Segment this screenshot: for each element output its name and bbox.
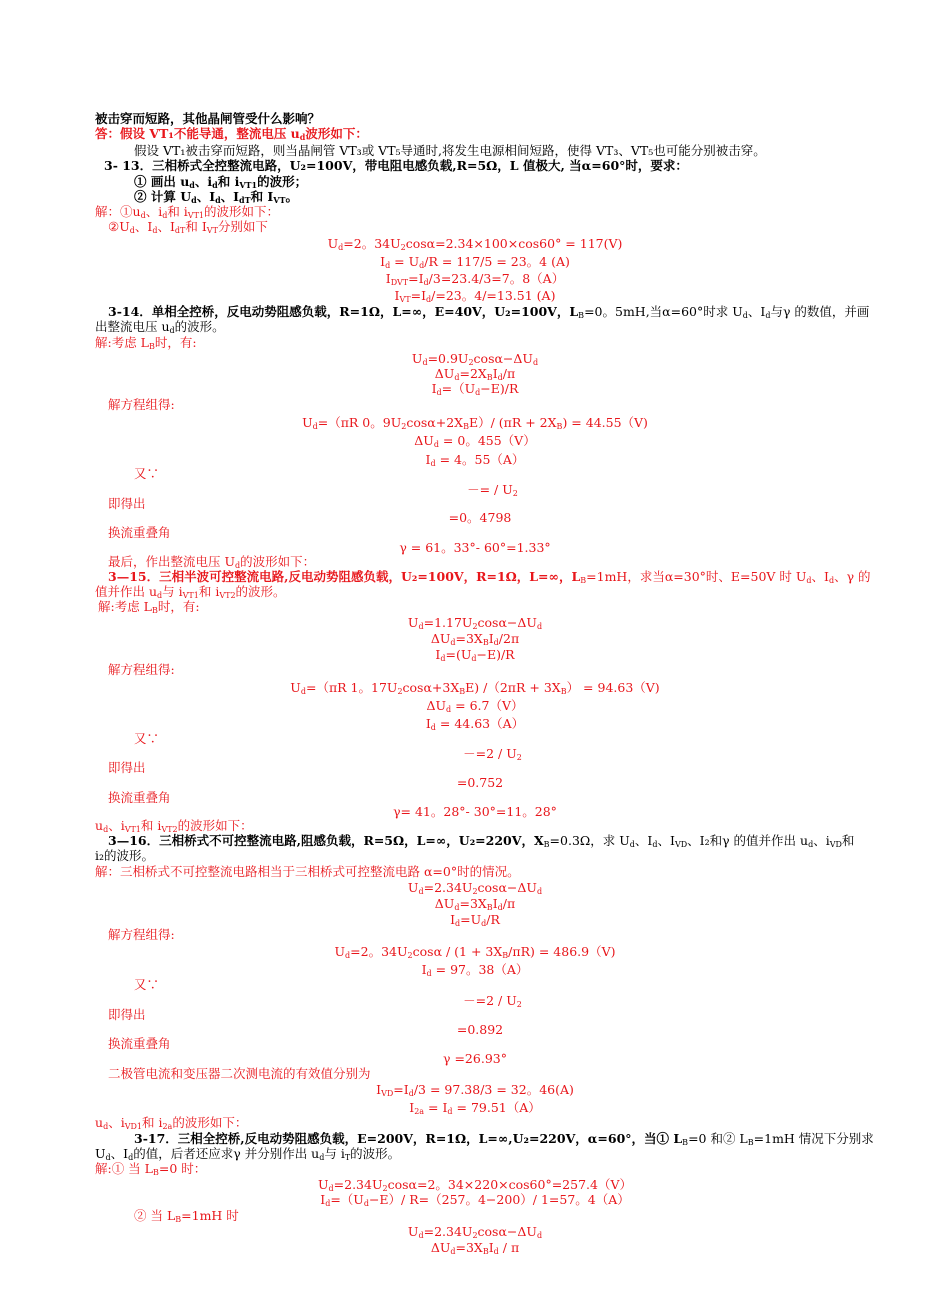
solution-line: 解:考虑 $L_B$时，有: bbox=[95, 335, 197, 351]
equation: $\Delta U_d=3X_BI_d/2\pi$ bbox=[430, 631, 520, 647]
solution-line: $u_d$、$i_{VD1}$和 $i_{2a}$的波形如下： bbox=[95, 1115, 248, 1131]
equation: $U_d=(\pi R$ 0。$9U_2\cos\alpha+2X_BE)/$ $(\pi R + 2X_B) = 44.55(V)$ bbox=[302, 415, 648, 431]
equation: $I_d = 44.63(A)$ bbox=[425, 716, 525, 732]
equation: $I_d=(U_d-E)/R$ bbox=[435, 647, 515, 663]
solution-line: 换流重叠角 bbox=[108, 1036, 171, 1051]
equation: γ = 61。33°- 60°=1.33° bbox=[399, 540, 551, 555]
problem-3-16: 3—16．三相桥式不可控整流电路,阻感负载，R=5Ω，L=∞，U₂=220V，$X_B=0.3\Omega$，求 $U_d$、$I_d$、$I_{VD}$、I₂和γ 的值并作出 $u_d$、$i_{VD}$和 bbox=[108, 833, 855, 849]
problem-3-16-cont: i₂的波形。 bbox=[95, 848, 155, 863]
equation: $I_{VD}=I_d/3 = 97.38/3 = 32$。46(A) bbox=[376, 1082, 574, 1098]
solution-line: 最后，作出整流电压 $U_d$的波形如下： bbox=[108, 554, 316, 570]
solution-line: 又∵ bbox=[134, 977, 160, 992]
equation: $I_{2a} = I_d = 79.51(A)$ bbox=[409, 1100, 541, 1116]
text-line: 假设 VT₁被击穿而短路，则当晶闸管 VT₃或 VT₅导通时,将发生电源相间短路，使得 VT₃、VT₅也可能分别被击穿。 bbox=[134, 143, 766, 158]
equation: $-=2 / U_2$ bbox=[463, 993, 522, 1009]
equation: $\Delta U_d=2X_BI_d/\pi$ bbox=[434, 366, 516, 382]
problem-item: ② 计算 $U_d$、$I_d$、$I_{dT}$和 $I_{VT}$。 bbox=[134, 189, 298, 205]
equation: γ= 41。28°- 30°=11。28° bbox=[393, 804, 557, 819]
equation: $\Delta U_d=3X_BI_d/\pi$ bbox=[434, 896, 516, 912]
solution-line: 又∵ bbox=[134, 731, 160, 746]
problem-3-17: 3-17．三相全控桥,反电动势阻感负载，E=200V，R=1Ω，L=∞,U₂=220V，α=60°，当① $L_B=0$ 和② $L_B=1mH$ 情况下分别求 bbox=[134, 1131, 874, 1147]
solution-line: 二极管电流和变压器二次测电流的有效值分别为 bbox=[108, 1066, 371, 1081]
solution-line: 解方程组得: bbox=[108, 662, 175, 677]
equation: γ =26.93° bbox=[443, 1051, 507, 1066]
solution-line: 解:考虑 $L_B$时，有: bbox=[98, 599, 200, 615]
problem-3-14-cont: 出整流电压 $u_d$的波形。 bbox=[95, 319, 225, 335]
equation: $U_d=0.9U_2\cos\alpha-\Delta U_d$ bbox=[411, 351, 539, 367]
answer-line: 答：假设 VT₁不能导通，整流电压 $u_d$波形如下： bbox=[95, 126, 368, 142]
equation: $U_d=2.34U_2\cos\alpha=2$。34×220×cos60°=257.4（V） bbox=[317, 1177, 632, 1193]
solution-line: $u_d$、$i_{VT1}$和 $i_{VT2}$的波形如下： bbox=[95, 818, 253, 834]
equation: －= / $U_2$ bbox=[467, 482, 518, 498]
solution-line: 换流重叠角 bbox=[108, 790, 171, 805]
equation: $-=2 / U_2$ bbox=[463, 746, 522, 762]
text-line: 被击穿而短路，其他晶闸管受什么影响？ bbox=[95, 111, 321, 126]
equation: $U_d=2.34U_2\cos\alpha-\Delta U_d$ bbox=[407, 1224, 543, 1240]
solution-line: 换流重叠角 bbox=[108, 525, 171, 540]
equation: =0.892 bbox=[456, 1022, 504, 1037]
solution-line: 解：$①u_d$、$i_d$和 $i_{VT1}$的波形如下： bbox=[95, 204, 280, 220]
problem-item: ① 画出 $u_d$、$i_d$和 $i_{VT1}$的波形； bbox=[134, 174, 308, 190]
problem-3-15-cont: 值并作出 $u_d$与 $i_{VT1}$和 $i_{VT2}$的波形。 bbox=[95, 584, 286, 600]
solution-line: 即得出 bbox=[108, 760, 146, 775]
equation: $\Delta U_d = 0$。455（V） bbox=[414, 433, 536, 449]
equation: $I_{VT}=I_d/=23$。4/=13.51 (A) bbox=[394, 288, 556, 304]
equation: $U_d=1.17U_2\cos\alpha-\Delta U_d$ bbox=[407, 615, 543, 631]
solution-line: 解方程组得: bbox=[108, 927, 175, 942]
equation: $I_d=(U_d-E)/$ R=（257。4−200）/ 1=57。4（A） bbox=[320, 1192, 630, 1208]
equation: $\Delta U_d=3X_BI_d / \pi$ bbox=[430, 1240, 520, 1256]
equation: =0。4798 bbox=[448, 510, 512, 525]
equation: $I_d=U_d/R$ bbox=[450, 912, 500, 928]
solution-line: 解:① 当 $L_B=0$ 时： bbox=[95, 1161, 207, 1177]
equation: $U_d=2$。$34U_2\cos\alpha=2.34\times 100\times\cos 60^\circ = 117(V)$ bbox=[327, 236, 623, 252]
equation: $I_d = 4$。55（A） bbox=[425, 452, 525, 468]
solution-line: 解方程组得: bbox=[108, 397, 175, 412]
solution-line: $②U_d$、$I_d$、$I_{dT}$和 $I_{VT}$分别如下 bbox=[108, 219, 268, 235]
equation: =0.752 bbox=[456, 775, 504, 790]
equation: $I_d = 97$。38（A） bbox=[421, 962, 529, 978]
solution-line: 又∵ bbox=[134, 466, 160, 481]
problem-3-14: 3-14．单相全控桥，反电动势阻感负载，R=1Ω，L=∞，E=40V，U₂=100V，$L_B=0$。5mH,当α=60°时求 $U_d$、$I_d$与γ 的数值，并画 bbox=[108, 304, 870, 320]
equation: $U_d=2.34U_2\cos\alpha-\Delta U_d$ bbox=[407, 880, 543, 896]
equation: $U_d=(\pi R$ 1。$17U_2\cos\alpha+3X_BE$) $/(2\pi R + 3X_B) = 94.63(V)$ bbox=[290, 680, 660, 696]
solution-line: 即得出 bbox=[108, 496, 146, 511]
problem-3-17-cont: $U_d$、$I_d$的值，后者还应求γ 并分别作出 $u_d$与 $i_T$的波形。 bbox=[95, 1146, 401, 1162]
equation: $I_{DVT}=I_d/3=23.4/3=7$。8（A） bbox=[385, 271, 565, 287]
solution-line: ② 当 $L_B=1mH$ 时 bbox=[134, 1208, 239, 1224]
problem-3-15: 3—15．三相半波可控整流电路,反电动势阻感负载，U₂=100V，R=1Ω，L=∞，$L_B=1mH$，求当α=30°时、E=50V 时 $U_d$、$I_d$、γ 的 bbox=[108, 569, 871, 585]
problem-3-13: 3- 13．三相桥式全控整流电路，U₂=100V，带电阻电感负载,R=5Ω，L 值极大, 当α=60°时，要求： bbox=[104, 158, 688, 173]
equation: $I_d=(U_d-E)/R$ bbox=[431, 381, 519, 397]
solution-line: 解：三相桥式不可控整流电路相当于三相桥式可控整流电路 α=0°时的情况。 bbox=[95, 864, 520, 879]
equation: $I_d = U_d/R = 117/5 = 23$。4 (A) bbox=[380, 254, 570, 270]
solution-line: 即得出 bbox=[108, 1007, 146, 1022]
equation: $\Delta U_d = 6.7(V)$ bbox=[426, 698, 524, 714]
equation: $U_d=2$。$34U_2\cos\alpha / (1 + 3X_B/\pi R) = 486.9(V)$ bbox=[334, 944, 616, 960]
